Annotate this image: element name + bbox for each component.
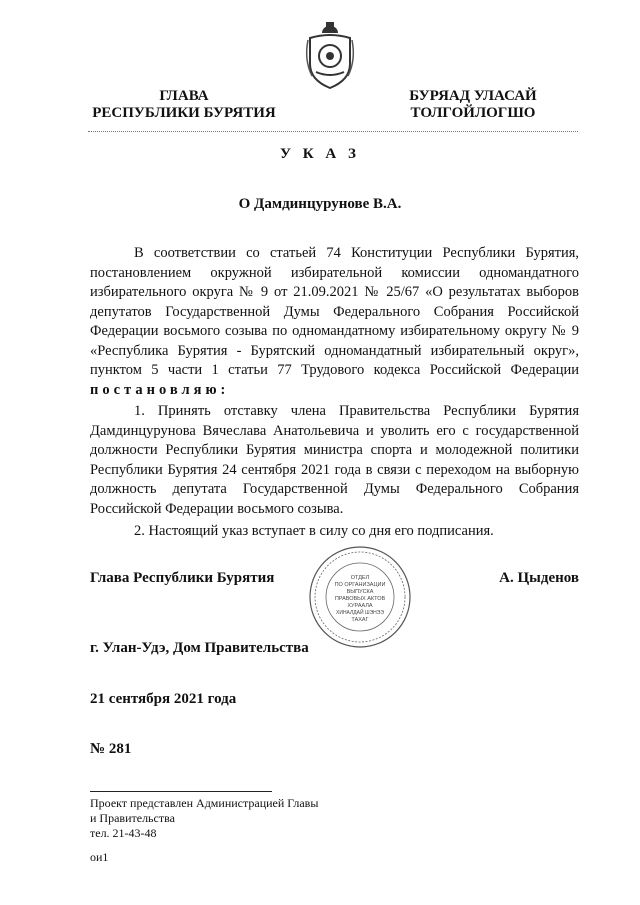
header-right-line1: БУРЯАД УЛАСАЙ — [409, 88, 537, 104]
footer-line-2: и Правительства — [90, 811, 175, 825]
seal-line-2: ПО ОРГАНИЗАЦИИ — [334, 582, 386, 588]
official-seal — [308, 545, 412, 649]
header-left — [88, 88, 280, 122]
document-subject: О Дамдинцурунове В.А. — [238, 196, 402, 212]
footer-phone: тел. 21-43-48 — [90, 826, 157, 840]
seal-line-1: ОТДЕЛ — [350, 575, 370, 581]
seal-line-5: ХУРААЛА — [347, 603, 373, 609]
item-1-text: 1. Принять отставку члена Правительства Республики Бурятия Дамдинцурунова Вячеслава Анатольевича и уволить его с государственной должности Республики Бурятия министра спорта и молодежной политики Республики Бурятия 24 сентября 2021 года в связи с переходом на выборную должность депутата Государственной Думы Федерального Собрания Российской Федерации восьмого созыва. — [90, 403, 579, 517]
footer-line-1: Проект представлен Администрацией Главы — [90, 796, 319, 810]
seal-line-4: ПРАВОВЫХ АКТОВ — [334, 596, 386, 602]
signing-place: г. Улан-Удэ, Дом Правительства — [90, 640, 309, 656]
seal-line-7: ТАХАГ — [351, 617, 369, 623]
coat-of-arms-emblem — [302, 20, 358, 92]
signer-role: Глава Республики Бурятия — [90, 570, 275, 586]
header-right-line2: ТОЛГОЙЛОГШО — [410, 105, 536, 121]
header-right — [382, 88, 564, 122]
seal-line-6: ХИНАЛДАЙ ШЭНЭЭ — [336, 610, 384, 616]
item-2-paragraph — [90, 522, 579, 542]
header-left-line1: ГЛАВА — [159, 88, 209, 104]
preamble-text: В соответствии со статьей 74 Конституции Республики Бурятия, постановлением окружной избирательной комиссии одномандатного избирательного округа № 9 от 21.09.2021 № 25/67 «О результатах выборов депутатов Государственной Думы Федерального Собрания Российской Федерации восьмого созыва по одномандатному избирательному округу № 9 «Республика Бурятия - Бурятский одномандатный избирательный округ», пунктом 5 части 1 статьи 77 Трудового кодекса Российской Федерации — [90, 245, 579, 378]
footer-code: ои1 — [90, 850, 109, 864]
item-1-paragraph — [90, 402, 579, 519]
document-type-title: У К А З — [280, 146, 360, 162]
preamble-paragraph — [90, 244, 579, 400]
header-left-line2: РЕСПУБЛИКИ БУРЯТИЯ — [92, 105, 276, 121]
item-2-text: 2. Настоящий указ вступает в силу со дня его подписания. — [134, 523, 494, 539]
header-divider — [88, 131, 578, 132]
footer-divider — [90, 791, 272, 792]
signer-name: А. Цыденов — [499, 570, 579, 586]
seal-line-3: ВЫПУСКА — [346, 589, 374, 595]
decree-word: постановляю: — [90, 381, 230, 398]
document-number: № 281 — [90, 741, 132, 757]
signing-date: 21 сентября 2021 года — [90, 691, 237, 707]
